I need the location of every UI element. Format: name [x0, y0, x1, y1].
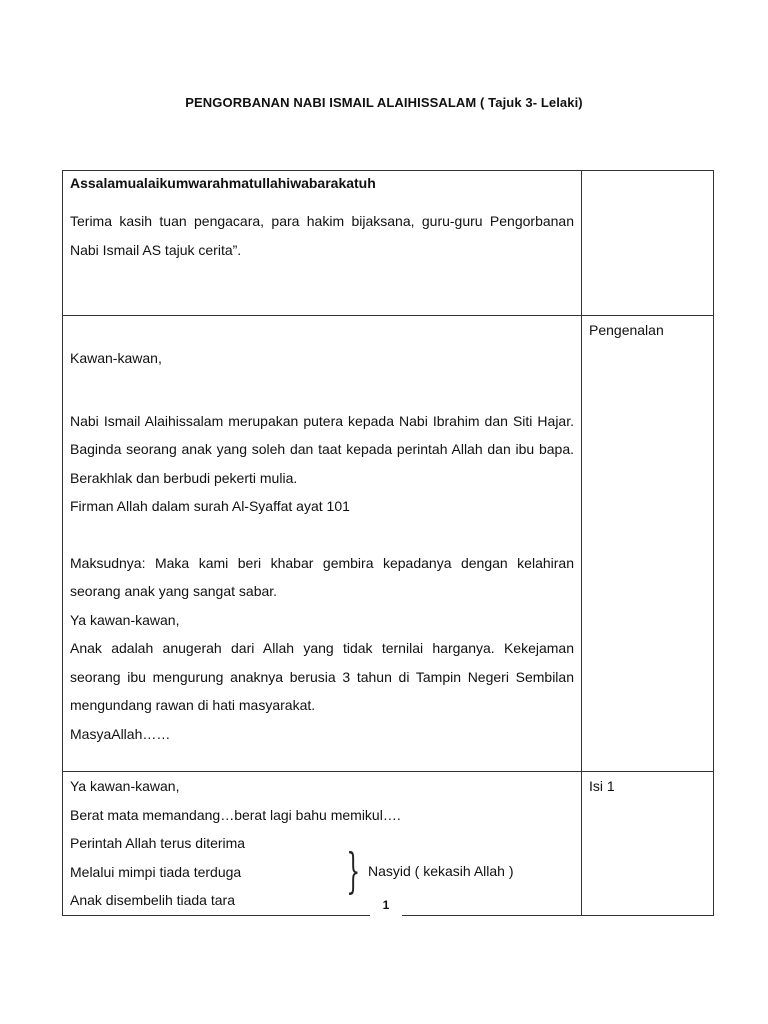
nasyid-block [70, 829, 574, 899]
intro-paragraph: Nabi Ismail Alaihissalam merupakan putera kepada Nabi Ibrahim dan Siti Hajar. Baginda seorang anak yang soleh dan taat kepada perintah Allah dan ibu bapa. Berakhlak dan berbudi pekerti mulia. [70, 412, 574, 486]
row-side-label: Pengenalan [582, 316, 714, 772]
page-number: 1 [370, 894, 402, 916]
row-side-label: Isi 1 [582, 772, 714, 916]
row-content [63, 772, 582, 916]
story-paragraph: Anak adalah anugerah dari Allah yang tidak ternilai harganya. Kekejaman seorang ibu mengurung anaknya berusia 3 tahun di Tampin Negeri Sembilan mengundang rawan di hati masyarakat. [70, 640, 574, 713]
verse-meaning: Maksudnya: Maka kami beri khabar gembira kepadanya dengan kelahiran seorang anak yang sangat sabar. [70, 554, 574, 599]
table-row [63, 316, 714, 772]
row-side-label [582, 171, 714, 316]
nasyid-note: Nasyid ( kekasih Allah ) [368, 863, 514, 879]
verse-line: Perintah Allah terus diterima [70, 835, 246, 851]
curly-brace-icon: } [346, 843, 361, 899]
greeting-text: Ya kawan-kawan, [70, 611, 180, 628]
proverb-line: Berat mata memandang…berat lagi bahu memikul…. [70, 806, 401, 823]
verse-reference: Firman Allah dalam surah Al-Syaffat ayat 101 [70, 498, 350, 514]
row-content [63, 171, 582, 316]
script-table [62, 170, 714, 916]
exclamation-text: MasyaAllah…… [70, 725, 171, 742]
verse-line: Anak disembelih tiada tara [70, 892, 235, 908]
opening-text: Terima kasih tuan pengacara, para hakim bijaksana, guru-guru Pengorbanan Nabi Ismail AS tajuk cerita”. [70, 213, 574, 258]
verse-line: Melalui mimpi tiada terduga [70, 863, 242, 880]
salam-heading: Assalamualaikumwarahmatullahiwabarakatuh [70, 175, 376, 191]
table-row [63, 171, 714, 316]
greeting-text: Ya kawan-kawan, [70, 778, 180, 794]
greeting-text: Kawan-kawan, [70, 350, 162, 366]
row-content [63, 316, 582, 772]
document-title: PENGORBANAN NABI ISMAIL ALAIHISSALAM ( Tajuk 3- Lelaki) [185, 95, 583, 110]
